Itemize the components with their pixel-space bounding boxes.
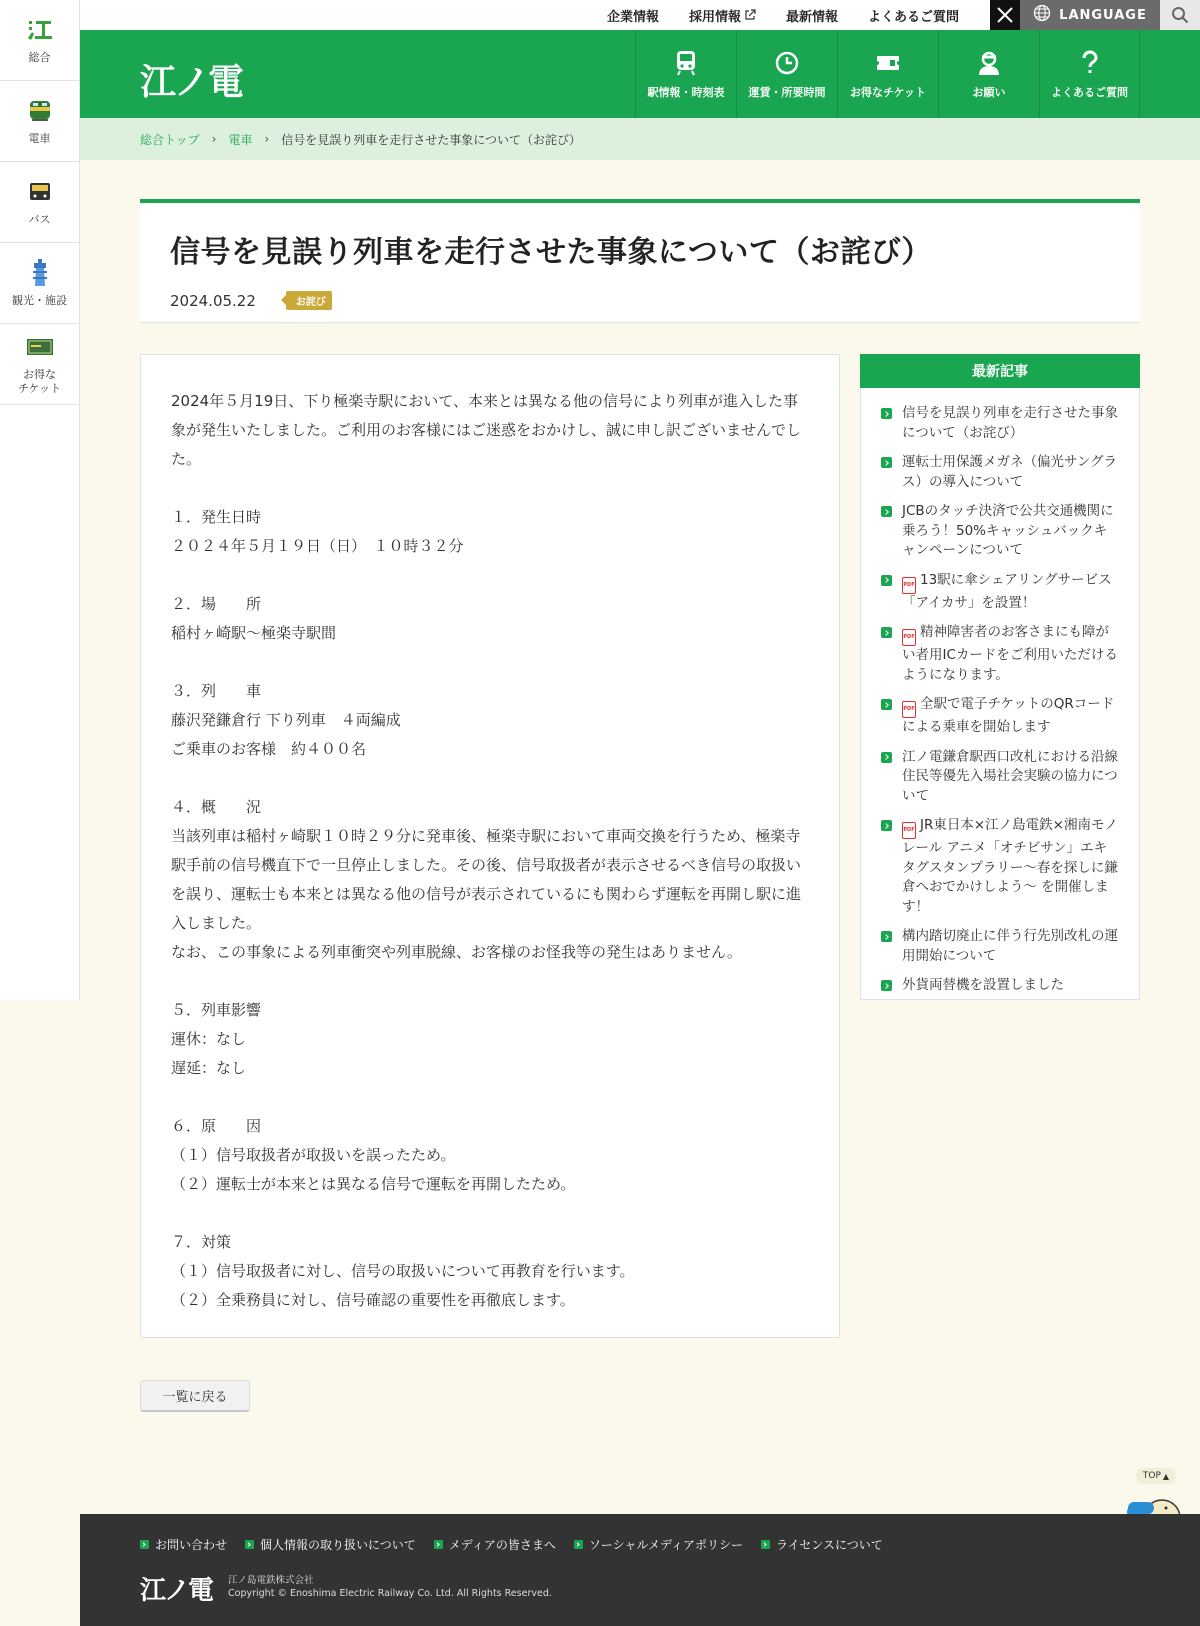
util-link-news[interactable]: 最新情報: [785, 9, 838, 25]
breadcrumb-current: 信号を見誤り列車を走行させた事象について（お詫び）: [281, 132, 582, 147]
train-icon: [25, 96, 55, 126]
article-text: 2024年５月19日、下り極楽寺駅において、本来とは異なる他の信号により列車が進入した事象が発生いたしました。ご利用のお客様にはご迷惑をおかけし、誠に申し訳ございませんでした。 １．発生日時 ２０２４年５月１９日（日） １０時３２分 ２．場 所 稲村ヶ崎駅～極楽寺駅間 ３．列 車 藤沢発鎌倉行 下り列車 ４両編成 ご乗車のお客様 約４００名 ４．概 況 当該列車は稲村ヶ崎駅１０時２９分に発車後、極楽寺駅において車両交換を行うため、極楽寺駅手前の信号機直下で一旦停止しました。その後、信号取扱者が表示させるべき信号の取扱いを誤り、運転士も本来とは異なる他の信号が表示されているにも関わらず運転を再開し駅に進入しました。 なお、この事象による列車衝突や列車脱線、お客様のお怪我等の発生はありません。 ５．列車影響 運休：なし 遅延：なし ６．原 因 （１）信号取扱者が取扱いを誤ったため。 （２）運転士が本来とは異なる信号で運転を再開したため。 ７．対策 （１）信号取扱者に対し、信号の取扱いについて再教育を行います。 （２）全乗務員に対し、信号確認の重要性を再徹底します。: [171, 392, 802, 1309]
recent-article-title: [902, 976, 1064, 996]
footer-copyright: [228, 1574, 552, 1600]
recent-article-item[interactable]: [881, 502, 1119, 561]
footer-link-license[interactable]: [761, 1536, 883, 1553]
recent-article-text: 全駅で電子チケットのQRコードによる乗車を開始します: [902, 696, 1115, 735]
nav-request[interactable]: [938, 30, 1039, 118]
article-meta: [170, 291, 1110, 310]
recent-article-item[interactable]: [881, 748, 1119, 807]
footer-link-label: ソーシャルメディアポリシー: [588, 1538, 744, 1552]
util-link-faq[interactable]: よくあるご質問: [867, 9, 959, 25]
util-link-label: 採用情報: [688, 9, 741, 25]
arrow-right-icon: [881, 931, 892, 942]
arrow-right-icon: [881, 752, 892, 763]
recent-article-item[interactable]: [881, 927, 1119, 966]
util-link-company[interactable]: 企業情報: [606, 9, 659, 25]
arrow-right-icon: [140, 1540, 149, 1549]
recent-article-title: [902, 571, 1119, 614]
arrow-right-icon: [881, 457, 892, 468]
bus-icon: [25, 177, 55, 207]
recent-article-item[interactable]: [881, 453, 1119, 492]
side-item-train[interactable]: [0, 81, 79, 162]
nav-fare-time[interactable]: [736, 30, 837, 118]
arrow-right-icon: [434, 1540, 443, 1549]
page-top-button[interactable]: [1136, 1468, 1176, 1484]
recent-article-title: [902, 695, 1119, 738]
side-item-bus[interactable]: [0, 162, 79, 243]
site-footer: [80, 1514, 1200, 1626]
language-button[interactable]: [1020, 0, 1160, 30]
arrow-right-icon: [881, 408, 892, 419]
breadcrumb: [80, 118, 1200, 160]
side-nav: [0, 0, 80, 1000]
recent-article-text: 信号を見誤り列車を走行させた事象について（お詫び）: [902, 405, 1118, 441]
clock-icon: [775, 48, 799, 78]
arrow-right-icon: [881, 506, 892, 517]
chevron-right-icon: ›: [211, 132, 217, 146]
recent-article-item[interactable]: [881, 623, 1119, 685]
train-front-icon: [675, 48, 697, 78]
breadcrumb-link-top[interactable]: 総合トップ: [140, 132, 200, 147]
nav-station-timetable[interactable]: [635, 30, 736, 118]
util-link-recruit[interactable]: [674, 0, 771, 30]
recent-article-title: [902, 453, 1119, 492]
recent-list: [861, 388, 1139, 996]
pdf-icon: PDF: [902, 822, 916, 839]
chevron-up-icon: ▲: [1162, 1471, 1170, 1481]
recent-article-title: [902, 816, 1119, 917]
nav-label: よくあるご質問: [1051, 86, 1128, 99]
nav-label: 駅情報・時刻表: [647, 86, 725, 99]
article-header: [140, 199, 1140, 323]
pdf-icon: PDF: [902, 701, 916, 718]
recent-article-text: 構内踏切廃止に伴う行先別改札の運用開始について: [902, 928, 1118, 964]
footer-link-social-policy[interactable]: [574, 1536, 743, 1553]
recent-article-title: [902, 502, 1119, 561]
external-link-icon: [744, 9, 756, 21]
recent-article-text: 外貨両替機を設置しました: [902, 977, 1064, 993]
article-date: 2024.05.22: [170, 291, 256, 310]
recent-articles: [860, 354, 1140, 1000]
footer-link-label: 個人情報の取り扱いについて: [260, 1538, 416, 1552]
recent-article-title: [902, 748, 1119, 807]
footer-link-contact[interactable]: [140, 1536, 227, 1553]
footer-link-label: ライセンスについて: [776, 1538, 883, 1552]
recent-article-item[interactable]: [881, 976, 1119, 996]
recent-article-item[interactable]: [881, 404, 1119, 443]
recent-article-item[interactable]: [881, 816, 1119, 917]
tower-icon: [25, 258, 55, 288]
nav-discount-ticket[interactable]: [837, 30, 938, 118]
ticket-icon: [25, 332, 55, 362]
top-label: TOP: [1142, 1471, 1161, 1481]
pdf-icon: PDF: [902, 629, 916, 646]
recent-article-text: JCBのタッチ決済で公共交通機関に乗ろう！50%キャッシュバックキャンペーンについて: [902, 503, 1114, 558]
side-item-label: お得な チケット: [17, 367, 61, 395]
pdf-icon: PDF: [902, 577, 916, 594]
arrow-right-icon: [761, 1540, 770, 1549]
side-item-label: 観光・施設: [12, 293, 67, 307]
page-title: 信号を見誤り列車を走行させた事象について（お詫び）: [170, 235, 932, 270]
recent-article-text: 精神障害者のお客さまにも障がい者用ICカードをご利用いただけるようになります。: [902, 624, 1118, 683]
site-logo[interactable]: 江ノ電: [140, 62, 243, 103]
utility-bar: [80, 0, 1200, 30]
staff-icon: [976, 48, 1002, 78]
footer-links: [140, 1536, 883, 1553]
recent-article-item[interactable]: [881, 695, 1119, 738]
question-icon: [1080, 48, 1100, 78]
recent-article-text: 13駅に傘シェアリングサービス「アイカサ」を設置！: [902, 571, 1112, 611]
arrow-right-icon: [881, 699, 892, 710]
recent-article-title: [902, 404, 1119, 443]
side-item-general[interactable]: [0, 0, 79, 81]
side-item-sightseeing[interactable]: [0, 243, 79, 324]
arrow-right-icon: [245, 1540, 254, 1549]
footer-logo[interactable]: 江ノ電: [140, 1576, 213, 1606]
recent-article-text: 運転士用保護メガネ（偏光サングラス）の導入について: [902, 454, 1118, 490]
global-nav: [635, 30, 1140, 118]
nav-label: お得なチケット: [849, 86, 926, 99]
recent-article-title: [902, 623, 1119, 685]
side-item-label: 電車: [28, 131, 51, 145]
arrow-right-icon: [881, 820, 892, 831]
site-header: [80, 30, 1200, 118]
footer-link-label: メディアの皆さまへ: [448, 1538, 556, 1552]
globe-icon: [1033, 4, 1051, 26]
x-social-icon[interactable]: [990, 0, 1020, 30]
recent-article-text: JR東日本×江ノ島電鉄×湘南モノレール アニメ「オチビサン」エキタグスタンプラリー～春を探しに鎌倉へおでかけしよう～ を開催します！: [902, 817, 1118, 915]
recent-heading: 最新記事: [860, 354, 1140, 388]
category-badge: お詫び: [286, 291, 332, 310]
article-body: [140, 354, 840, 1338]
search-icon[interactable]: [1160, 0, 1200, 30]
recent-article-item[interactable]: [881, 571, 1119, 614]
side-item-ticket[interactable]: [0, 324, 79, 405]
side-item-label: バス: [28, 212, 51, 226]
nav-faq[interactable]: [1039, 30, 1140, 118]
mascot-image: [1120, 1490, 1180, 1514]
footer-link-media[interactable]: [434, 1536, 556, 1553]
arrow-right-icon: [881, 980, 892, 991]
ticket-icon: [876, 48, 900, 78]
back-to-list-button[interactable]: 一覧に戻る: [140, 1380, 250, 1412]
arrow-right-icon: [574, 1540, 583, 1549]
copyright-text: Copyright © Enoshima Electric Railway Co. Ltd. All Rights Reserved.: [228, 1588, 552, 1599]
arrow-right-icon: [881, 575, 892, 586]
side-item-label: 総合: [28, 50, 51, 64]
breadcrumb-link-train[interactable]: 電車: [228, 132, 253, 147]
recent-article-text: 江ノ電鎌倉駅西口改札における沿線住民等優先入場社会実験の協力について: [902, 748, 1118, 804]
footer-link-label: お問い合わせ: [155, 1538, 228, 1552]
nav-label: 運賃・所要時間: [748, 86, 826, 99]
recent-article-title: [902, 927, 1119, 966]
language-label: LANGUAGE: [1059, 7, 1147, 23]
chevron-right-icon: ›: [264, 132, 270, 146]
company-name: 江ノ島電鉄株式会社: [228, 1575, 314, 1586]
enoden-logo-icon: [25, 15, 55, 45]
arrow-right-icon: [881, 627, 892, 638]
nav-label: お願い: [972, 86, 1006, 99]
footer-link-privacy[interactable]: [245, 1536, 416, 1553]
